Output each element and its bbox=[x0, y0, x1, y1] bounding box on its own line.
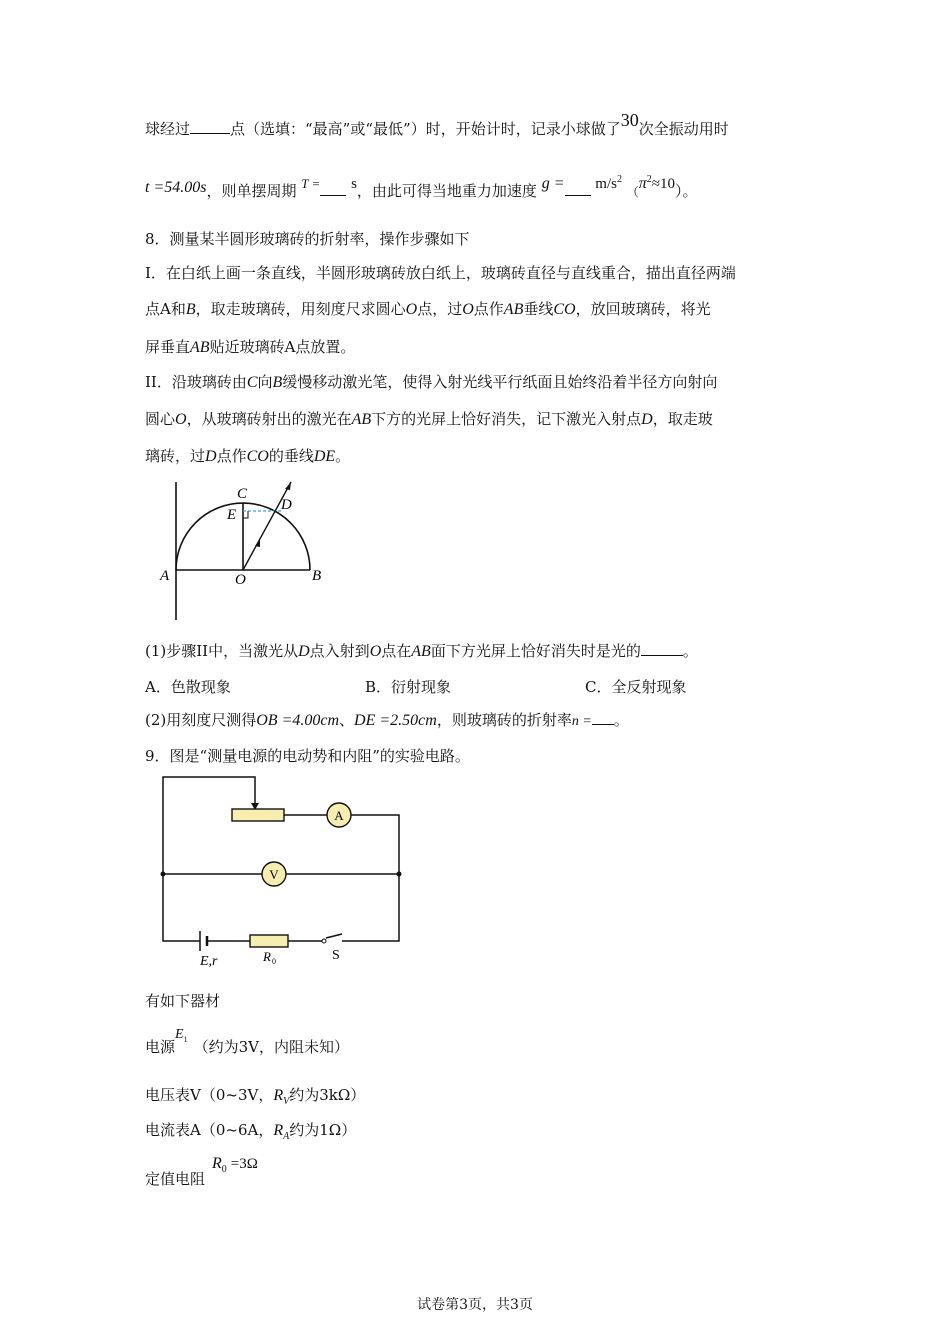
equipment-voltmeter: 电压表V（0~3V，$R_V$约为3kΩ） bbox=[145, 1086, 366, 1107]
q8-step1-line2: 点A和B，取走玻璃砖，用刻度尺求圆心O点，过O点作AB垂线CO，放回玻璃砖，将光 bbox=[145, 300, 711, 318]
equipment-intro: 有如下器材 bbox=[145, 992, 221, 1010]
laser-ray bbox=[243, 482, 291, 570]
arrow-head-icon bbox=[285, 482, 291, 490]
label-a: A bbox=[160, 568, 170, 584]
rheostat bbox=[232, 809, 284, 821]
q8-sub1: (1)步骤II中，当激光从D点入射到O点在AB面下方光屏上恰好消失时是光的 。 bbox=[145, 642, 698, 660]
wire-slider bbox=[163, 777, 255, 874]
answer-blank[interactable] bbox=[592, 710, 614, 725]
resistor-label: R bbox=[263, 949, 271, 964]
label-o: O bbox=[235, 572, 246, 588]
answer-blank[interactable] bbox=[641, 641, 683, 656]
label-e: E bbox=[227, 507, 237, 523]
switch-label: S bbox=[332, 948, 340, 963]
option-b[interactable]: B．衍射现象 bbox=[365, 678, 452, 696]
q8-step1-line3: 屏垂直AB贴近玻璃砖A点放置。 bbox=[145, 338, 356, 356]
ammeter-label: A bbox=[334, 808, 344, 823]
fixed-resistor bbox=[250, 935, 288, 947]
circuit-diagram bbox=[155, 773, 410, 973]
switch-blade bbox=[326, 934, 342, 938]
label-c: C bbox=[237, 486, 248, 502]
label-b: B bbox=[312, 568, 322, 584]
equipment-source: 电源$E^1$ （约为3V，内阻未知） bbox=[145, 1027, 349, 1056]
q8-step1-line1: I．在白纸上画一条直线，半圆形玻璃砖放白纸上，玻璃砖直径与直线重合，描出直径两端 bbox=[145, 264, 736, 282]
voltmeter-label: V bbox=[269, 867, 279, 882]
option-a[interactable]: A．色散现象 bbox=[145, 678, 231, 696]
equipment-resistor-value: $R_0 =3\Omega$ bbox=[212, 1155, 258, 1175]
q9-title: 9．图是“测量电源的电动势和内阻”的实验电路。 bbox=[145, 747, 470, 765]
switch-pivot bbox=[322, 939, 326, 943]
page-footer: 试卷第3页，共3页 bbox=[417, 1297, 533, 1313]
q8-step2-line3: 璃砖，过D点作CO的垂线DE。 bbox=[145, 447, 351, 465]
label-d: D bbox=[281, 497, 292, 513]
q8-sub2: (2)用刻度尺测得OB =4.00cm、DE =2.50cm，则玻璃砖的折射率n = 。 bbox=[145, 711, 629, 729]
equipment-ammeter: 电流表A（0~6A，$R_A$约为1Ω） bbox=[145, 1121, 357, 1142]
resistor-subscript: 0 bbox=[272, 957, 276, 966]
junction-left bbox=[161, 872, 166, 877]
answer-blank[interactable] bbox=[565, 181, 591, 196]
q8-title: 8．测量某半圆形玻璃砖的折射率，操作步骤如下 bbox=[145, 230, 470, 248]
semicircle-glass-figure bbox=[155, 478, 335, 623]
source-label: E,r bbox=[200, 954, 218, 969]
wire-left-bottom bbox=[163, 874, 200, 941]
answer-blank[interactable] bbox=[320, 181, 346, 196]
junction-right bbox=[397, 872, 402, 877]
option-c[interactable]: C．全反射现象 bbox=[585, 678, 687, 696]
equipment-resistor: 定值电阻 bbox=[145, 1170, 206, 1188]
q7-line1: 球经过 点（选填：“最高”或“最低”）时，开始计时，记录小球做了30次全振动用时 bbox=[145, 110, 729, 138]
wire-right bbox=[342, 815, 399, 941]
arrow-head-icon bbox=[255, 539, 260, 547]
q8-step2-line2: 圆心O，从玻璃砖射出的激光在AB下方的光屏上恰好消失，记下激光入射点D，取走玻 bbox=[145, 410, 713, 428]
q8-step2-line1: II．沿玻璃砖由C向B缓慢移动激光笔，使得入射光线平行纸面且始终沿着半径方向射向 bbox=[145, 373, 718, 391]
q7-line2: t =54.00s，则单摆周期 T = s，由此可得当地重力加速度 $g = m/s^2$ $(\pi^2\approx 10)$。 bbox=[145, 174, 698, 200]
answer-blank[interactable] bbox=[190, 119, 230, 134]
